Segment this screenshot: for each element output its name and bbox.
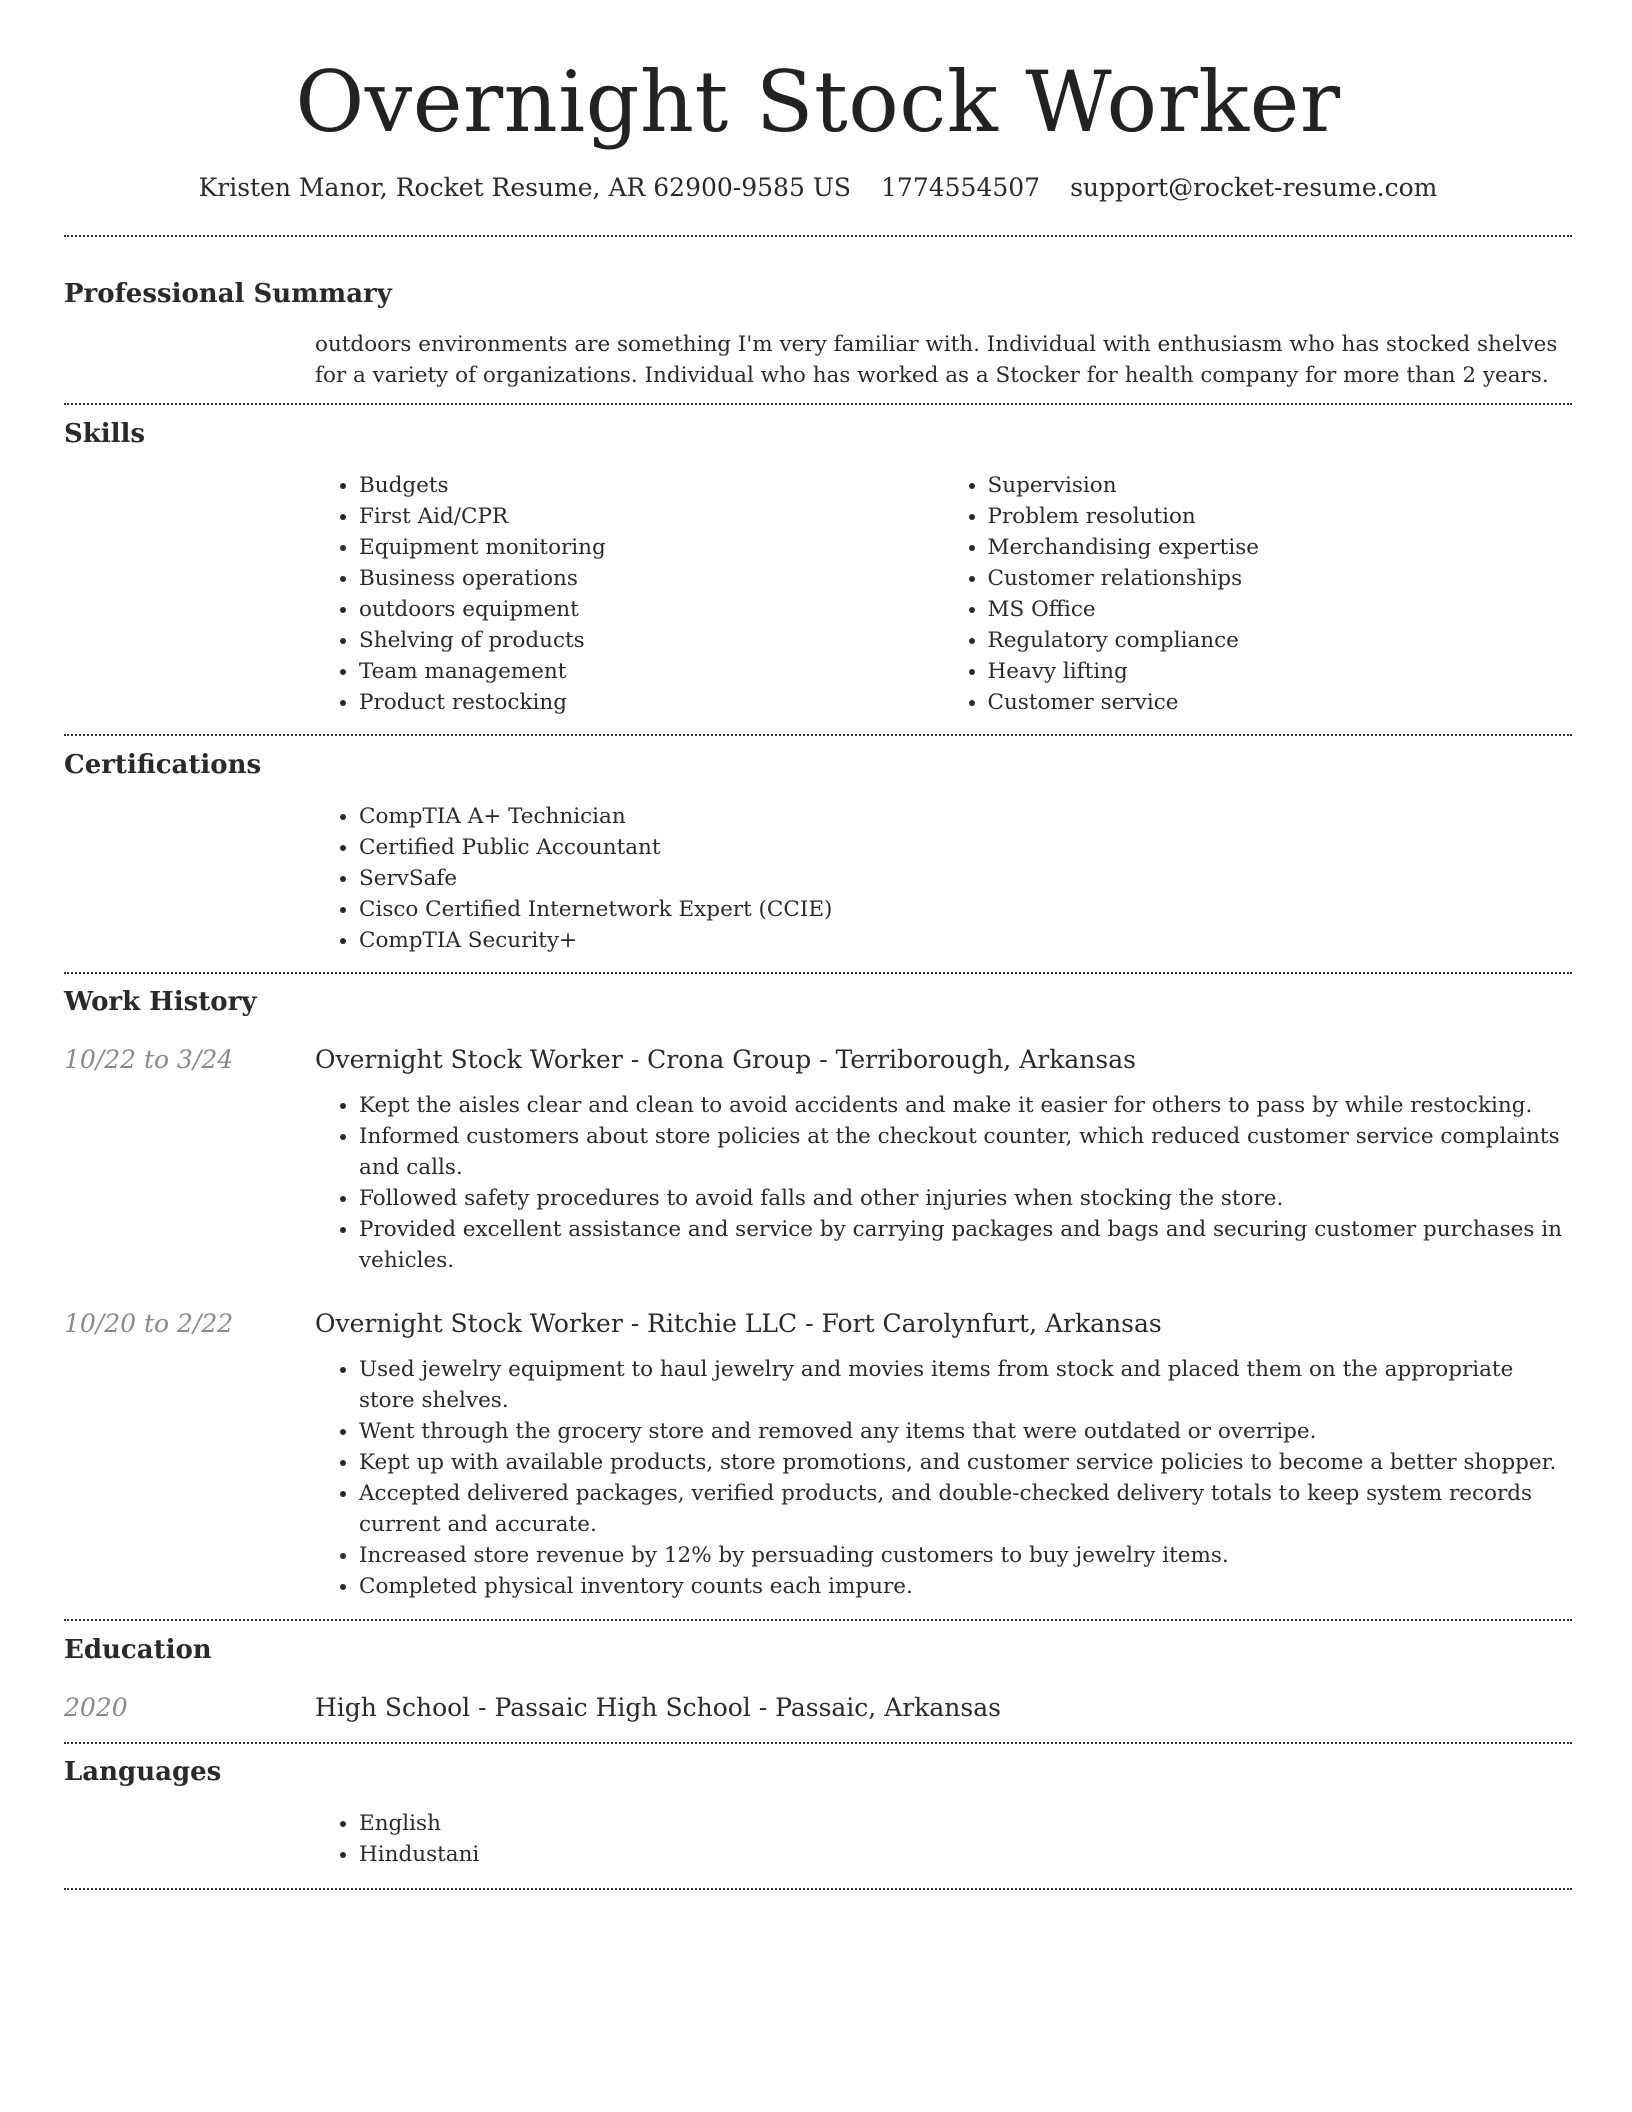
contact-phone: 1774554507 (881, 173, 1041, 202)
education-title: High School - Passaic High School - Passaic, Arkansas (315, 1693, 1001, 1722)
list-item: • ServSafe (359, 863, 1572, 894)
list-item: • Followed safety procedures to avoid falls and other injuries when stocking the store. (359, 1183, 1572, 1214)
job-dates: 10/20 to 2/22 (64, 1309, 234, 1338)
resume-page (64, 0, 1572, 1890)
list-item: • Shelving of products (359, 625, 944, 656)
list-item: • Went through the grocery store and removed any items that were outdated or overripe. (359, 1416, 1572, 1447)
languages-list (315, 1808, 1572, 1870)
list-item: • Business operations (359, 563, 944, 594)
summary-text: outdoors environments are something I'm very familiar with. Individual with enthusiasm who has stocked shelves for a variety of organizations. Individual who has worked as a Stocker for health company for more than 2 years. (315, 332, 1558, 388)
education-heading: Education (64, 1635, 212, 1665)
education-year: 2020 (64, 1693, 128, 1722)
list-item: • Problem resolution (988, 501, 1573, 532)
skills-list (315, 470, 1572, 718)
job-bullets (315, 1354, 1572, 1602)
list-item: • Equipment monitoring (359, 532, 944, 563)
skills-right-column (944, 470, 1573, 718)
summary-heading: Professional Summary (64, 279, 392, 309)
list-item: • Used jewelry equipment to haul jewelry and movies items from stock and placed them on the appropriate store shelves. (359, 1354, 1572, 1416)
list-item: • Customer service (988, 687, 1573, 718)
section-divider (64, 1619, 1572, 1621)
section-divider (64, 734, 1572, 736)
work-history-heading: Work History (64, 987, 257, 1017)
languages-heading: Languages (64, 1757, 222, 1787)
list-item: • Product restocking (359, 687, 944, 718)
skills-left-column (315, 470, 944, 718)
list-item: • CompTIA Security+ (359, 925, 1572, 956)
list-item: • Hindustani (359, 1839, 1572, 1870)
section-divider (64, 403, 1572, 405)
contact-line (64, 170, 1572, 206)
job-entry (64, 1306, 1572, 1342)
section-divider (64, 1888, 1572, 1890)
list-item: • Regulatory compliance (988, 625, 1573, 656)
list-item: • Merchandising expertise (988, 532, 1573, 563)
certifications-heading: Certifications (64, 750, 262, 780)
list-item: • Completed physical inventory counts each impure. (359, 1571, 1572, 1602)
list-item: • Budgets (359, 470, 944, 501)
list-item: • Supervision (988, 470, 1573, 501)
education-entry (64, 1690, 1572, 1726)
list-item: • outdoors equipment (359, 594, 944, 625)
certifications-list (315, 801, 1572, 956)
list-item: • First Aid/CPR (359, 501, 944, 532)
list-item: • Certified Public Accountant (359, 832, 1572, 863)
list-item: • Team management (359, 656, 944, 687)
job-entry (64, 1042, 1572, 1078)
section-divider (64, 972, 1572, 974)
list-item: • Accepted delivered packages, verified products, and double-checked delivery totals to keep system records current and accurate. (359, 1478, 1572, 1540)
list-item: • MS Office (988, 594, 1573, 625)
contact-address: Kristen Manor, Rocket Resume, AR 62900-9585 US (198, 173, 852, 202)
list-item: • Cisco Certified Internetwork Expert (CCIE) (359, 894, 1572, 925)
job-title: Overnight Stock Worker - Ritchie LLC - Fort Carolynfurt, Arkansas (315, 1309, 1162, 1338)
skills-heading: Skills (64, 419, 146, 449)
list-item: • CompTIA A+ Technician (359, 801, 1572, 832)
list-item: • Kept up with available products, store promotions, and customer service policies to become a better shopper. (359, 1447, 1572, 1478)
list-item: • Informed customers about store policies at the checkout counter, which reduced customer service complaints and calls. (359, 1121, 1572, 1183)
contact-email: support@rocket-resume.com (1070, 173, 1438, 202)
job-bullets (315, 1090, 1572, 1276)
list-item: • Provided excellent assistance and service by carrying packages and bags and securing customer purchases in vehicles. (359, 1214, 1572, 1276)
list-item: • Customer relationships (988, 563, 1573, 594)
list-item: • Heavy lifting (988, 656, 1573, 687)
job-dates: 10/22 to 3/24 (64, 1045, 234, 1074)
section-divider (64, 235, 1572, 237)
resume-title: Overnight Stock Worker (295, 53, 1341, 151)
job-title: Overnight Stock Worker - Crona Group - Terriborough, Arkansas (315, 1045, 1136, 1074)
list-item: • English (359, 1808, 1572, 1839)
list-item: • Kept the aisles clear and clean to avoid accidents and make it easier for others to pass by while restocking. (359, 1090, 1572, 1121)
list-item: • Increased store revenue by 12% by persuading customers to buy jewelry items. (359, 1540, 1572, 1571)
section-divider (64, 1742, 1572, 1744)
summary-content (315, 329, 1572, 391)
